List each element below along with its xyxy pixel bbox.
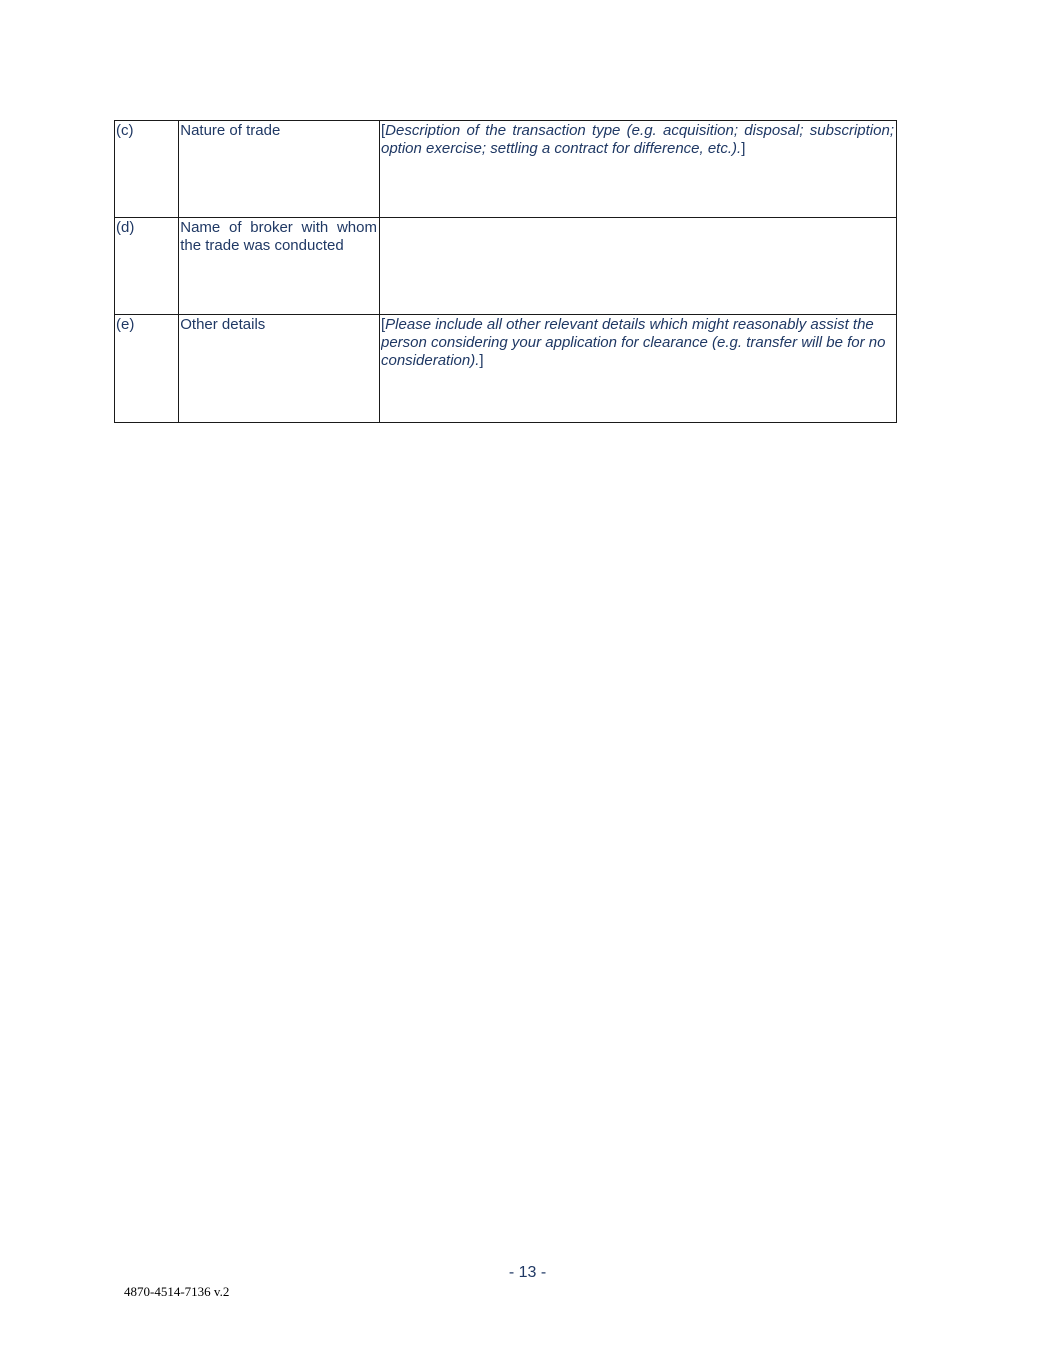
row-label: Other details bbox=[179, 315, 380, 423]
value-line bbox=[381, 334, 894, 352]
placeholder-text: person considering your application for clearance (e.g. transfer will be for no bbox=[381, 334, 886, 351]
document-id: 4870-4514-7136 v.2 bbox=[124, 1284, 230, 1299]
bracket-close: ] bbox=[479, 352, 484, 369]
row-letter: (e) bbox=[115, 315, 179, 423]
row-value bbox=[380, 218, 897, 315]
value-line bbox=[381, 316, 894, 334]
placeholder-text: consideration). bbox=[381, 352, 480, 369]
row-value bbox=[380, 315, 897, 423]
row-letter: (c) bbox=[115, 121, 179, 218]
table-row bbox=[115, 218, 897, 315]
row-value bbox=[380, 121, 897, 218]
trade-details-table bbox=[114, 120, 897, 423]
value-line bbox=[381, 352, 894, 370]
placeholder-text: Description of the transaction type (e.g. acquisition; disposal; subscription; option exercise; settling a contract for difference, etc.). bbox=[381, 122, 894, 157]
placeholder-text: Please include all other relevant details which might reasonably assist the bbox=[385, 316, 874, 333]
row-label: Name of broker with whom the trade was conducted bbox=[179, 218, 380, 315]
bracket-close: ] bbox=[741, 140, 746, 157]
row-label: Nature of trade bbox=[179, 121, 380, 218]
bracket-open: [ bbox=[381, 122, 386, 139]
table-row bbox=[115, 121, 897, 218]
bracket-open: [ bbox=[381, 316, 386, 333]
page-number: - 13 - bbox=[508, 1264, 547, 1281]
table-row bbox=[115, 315, 897, 423]
row-letter: (d) bbox=[115, 218, 179, 315]
